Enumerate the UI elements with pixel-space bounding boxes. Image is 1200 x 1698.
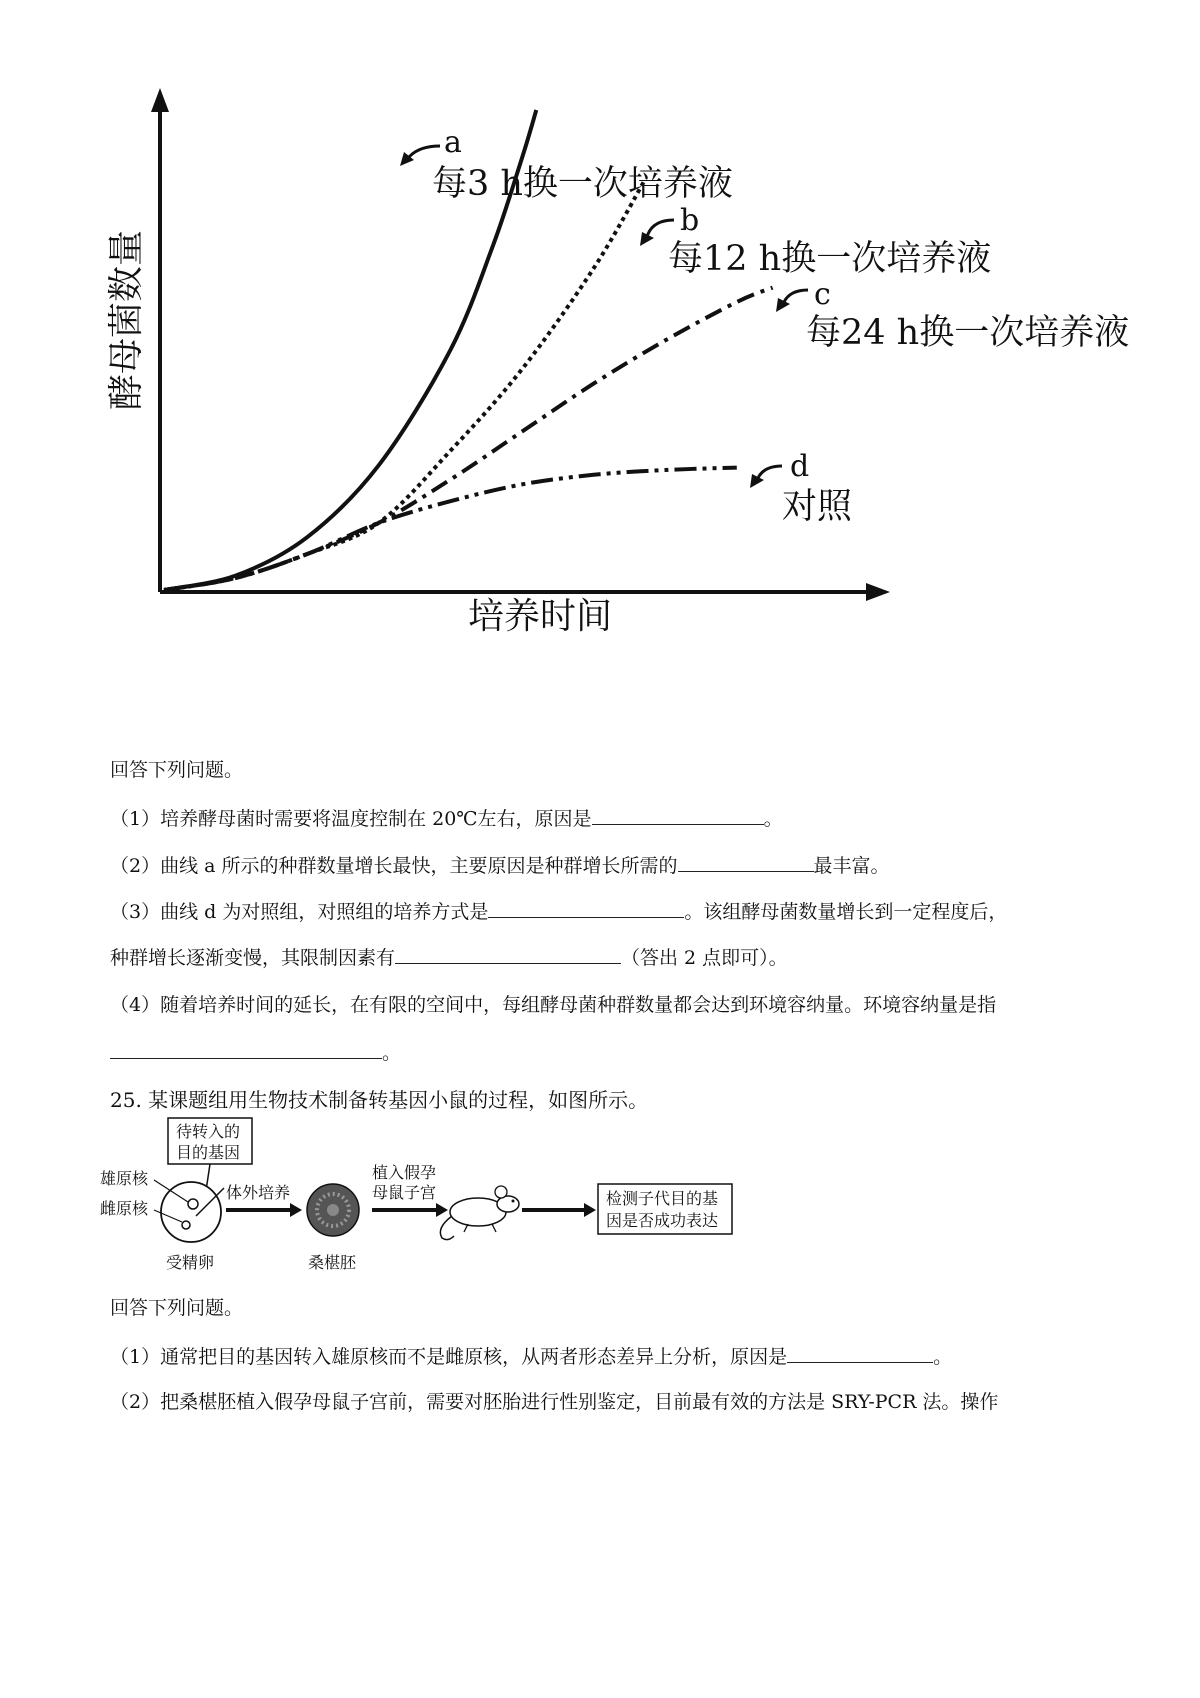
- series-c-label: 每24 h换一次培养液: [806, 313, 1130, 353]
- q24-item-4: [110, 993, 996, 1017]
- series-b-label: 每12 h换一次培养液: [668, 239, 992, 279]
- series-d-tag: d: [790, 449, 810, 484]
- mouse-icon: [440, 1186, 519, 1240]
- female-pronucleus-label: 雌原核: [100, 1199, 149, 1218]
- female-pronucleus-shape: [182, 1221, 190, 1229]
- male-pronucleus-label: 雄原核: [100, 1169, 149, 1188]
- series-b-line: [164, 182, 644, 590]
- series-c-tag: c: [814, 277, 831, 312]
- series-a-tag: a: [444, 125, 462, 160]
- q24-item-3-cont: [110, 945, 788, 970]
- transgenic-mouse-diagram: [96, 1112, 776, 1272]
- q24-item-4-text: （4）随着培养时间的延长，在有限的空间中，每组酵母菌种群数量都会达到环境容纳量。环境容纳量是指: [110, 994, 997, 1016]
- q24-item-3-text: （3）曲线 d 为对照组，对照组的培养方式是: [110, 901, 489, 923]
- step-2-label-2: 母鼠子宫: [372, 1183, 437, 1202]
- y-axis-label: 酵母菌数量: [106, 229, 147, 411]
- series-d-label: 对照: [782, 487, 853, 527]
- series-a-label: 每3 h换一次培养液: [432, 164, 733, 204]
- q24-item-2: [110, 853, 890, 878]
- morula-label: 桑椹胚: [308, 1253, 357, 1272]
- q24-item-2-text: （2）曲线 a 所示的种群数量增长最快，主要原因是种群增长所需的: [110, 855, 678, 877]
- q24-item-2-blank[interactable]: [678, 853, 814, 872]
- q25-item-1: [110, 1344, 952, 1369]
- step-1-label: 体外培养: [226, 1183, 291, 1202]
- q25-item-1-end: 。: [933, 1346, 953, 1368]
- result-box-line-1: 检测子代目的基: [606, 1189, 719, 1208]
- morula-core: [327, 1204, 339, 1216]
- q25-item-2: （2）把桑椹胚植入假孕母鼠子宫前，需要对胚胎进行性别鉴定，目前最有效的方法是 SRY-PCR 法。操作: [110, 1391, 999, 1413]
- q24-item-3: [110, 899, 1007, 924]
- q24-item-3-blank-a[interactable]: [488, 899, 684, 918]
- step-3-arrow-head: [584, 1203, 596, 1217]
- x-axis-label: 培养时间: [467, 596, 613, 637]
- result-box-line-2: 因是否成功表达: [606, 1211, 719, 1230]
- q24-item-3-end: （答出 2 点即可）。: [621, 947, 788, 969]
- q24-item-1-text: （1）培养酵母菌时需要将温度控制在 20℃左右，原因是: [110, 808, 592, 830]
- series-d-pointer-head: [750, 474, 764, 488]
- q24-intro: 回答下列问题。: [110, 759, 244, 781]
- q24-item-3-text-2: 种群增长逐渐变慢，其限制因素有: [110, 947, 396, 969]
- series-c-line: [164, 288, 773, 590]
- q24-item-4-blank[interactable]: [110, 1040, 382, 1059]
- q24-item-1-end: 。: [763, 808, 783, 830]
- x-axis-arrow: [866, 583, 890, 601]
- q25-item-1-text: （1）通常把目的基因转入雄原核而不是雌原核，从两者形态差异上分析，原因是: [110, 1346, 788, 1368]
- step-2-arrow-head: [436, 1203, 448, 1217]
- yeast-growth-chart: [0, 0, 1200, 700]
- fertilized-egg-label: 受精卵: [166, 1253, 215, 1272]
- y-axis-arrow: [151, 88, 169, 112]
- q24-item-2-end: 最丰富。: [813, 855, 890, 877]
- gene-box-line-2: 目的基因: [176, 1143, 241, 1162]
- q24-item-3-blank-b[interactable]: [395, 945, 621, 964]
- step-2-label-1: 植入假孕: [372, 1163, 437, 1182]
- male-pronucleus-shape: [188, 1199, 198, 1209]
- gene-box-line-1: 待转入的: [176, 1122, 241, 1141]
- q24-item-4-cont: [110, 1040, 401, 1065]
- q25-title: 25. 某课题组用生物技术制备转基因小鼠的过程，如图所示。: [110, 1088, 649, 1112]
- q24-item-1-blank[interactable]: [592, 806, 764, 825]
- q24-item-4-end: 。: [382, 1042, 402, 1064]
- q24-item-1: [110, 806, 783, 831]
- series-c-pointer-head: [776, 298, 790, 312]
- q25-item-1-blank[interactable]: [787, 1344, 933, 1363]
- series-b-tag: b: [680, 203, 700, 238]
- q25-intro: 回答下列问题。: [110, 1297, 244, 1319]
- q24-item-3-mid: 。该组酵母菌数量增长到一定程度后，: [684, 901, 1008, 923]
- step-1-arrow-head: [290, 1203, 302, 1217]
